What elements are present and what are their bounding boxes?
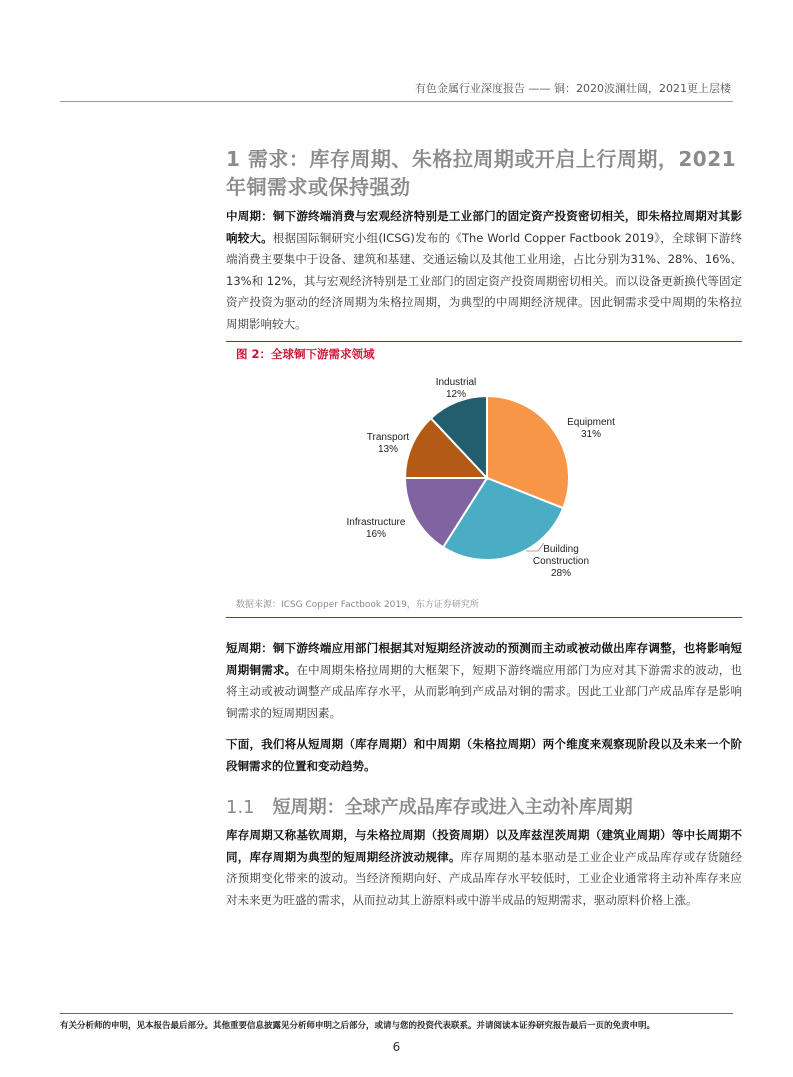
header-divider [60,101,733,102]
running-header: 有色金属行业深度报告 —— 铜：2020波澜壮阔，2021更上层楼 [415,82,731,95]
page-title [226,145,746,201]
page-title-line1: 1 需求：库存周期、朱格拉周期或开启上行周期，2021 [226,147,737,171]
paragraph-outline [226,734,742,777]
paragraph-outline-lead: 下面，我们将从短周期（库存周期）和中周期（朱格拉周期）两个维度来观察现阶段以及未来一个阶段铜需求的位置和变动趋势。 [226,737,742,773]
paragraph-short-cycle-body: 在中周期朱格拉周期的大框架下，短期下游终端应用部门为应对其下游需求的波动，也将主动或被动调整产成品库存水平，从而影响到产成品对铜的需求。因此工业部门产成品库存是影响铜需求的短周期因素。 [226,662,743,720]
pie-label-transport: Transport 13% [366,432,410,455]
pie-label-equipment: Equipment 31% [567,417,615,440]
paragraph-short-cycle [226,638,742,724]
paragraph-inventory-cycle-body: 库存周期的基本驱动是工业企业产成品库存或存货随经济预期变化带来的波动。当经济预期向好、产成品库存水平较低时，工业企业通常将主动补库存来应对未来更为旺盛的需求，从而拉动其上游原料或中游半成品的短期需求，驱动原料价格上涨。 [226,849,743,907]
page-title-line2: 年铜需求或保持强劲 [226,175,411,199]
section-title [226,793,633,819]
paragraph-short-cycle-lead: 短周期：铜下游终端应用部门根据其对短期经济波动的预测而主动或被动做出库存调整，也将影响短周期铜需求。 [226,641,742,677]
paragraph-inventory-cycle [226,825,742,911]
section-number: 1.1 [226,797,255,818]
paragraph-mid-cycle [226,206,742,335]
paragraph-mid-cycle-body: 根据国际铜研究小组(ICSG)发布的《The World Copper Factbook 2019》，全球铜下游终端消费主要集中于设备、建筑和基建、交通运输以及其他工业用途，占比分别为31%、28%、16%、13%和 12%，其与宏观经济特别是工业部门的固定资产投资周期密切相关。而以设备更新换代等固定资产投资为驱动的经济周期为朱格拉周期，为典型的中周期经济规律。因此铜需求受中周期的朱格拉周期影响较大。 [226,230,743,331]
page-number: 6 [392,1040,401,1054]
paragraph-inventory-cycle-lead: 库存周期又称基钦周期，与朱格拉周期（投资周期）以及库兹涅茨周期（建筑业周期）等中长周期不同，库存周期为典型的短周期经济波动规律。 [226,828,742,864]
figure-source: 数据来源：ICSG Copper Factbook 2019，东方证券研究所 [236,600,479,610]
pie-label-building-construction: Building Construction 28% [532,544,590,579]
footer-divider [60,1013,733,1014]
pie-label-industrial: Industrial 12% [435,377,477,400]
figure-top-rule [226,341,742,342]
footer-disclaimer: 有关分析师的申明，见本报告最后部分。其他重要信息披露见分析师申明之后部分，或请与您的投资代表联系。并请阅读本证券研究报告最后一页的免责申明。 [60,1021,656,1031]
figure-bottom-rule [226,617,742,618]
section-heading: 短周期：全球产成品库存或进入主动补库周期 [272,797,633,818]
pie-label-infrastructure: Infrastructure 16% [346,517,406,540]
figure-caption: 图 2：全球铜下游需求领域 [236,347,375,361]
paragraph-mid-cycle-lead: 中周期：铜下游终端消费与宏观经济特别是工业部门的固定资产投资密切相关，即朱格拉周期对其影响较大。 [226,209,742,245]
pie-chart [226,365,742,593]
